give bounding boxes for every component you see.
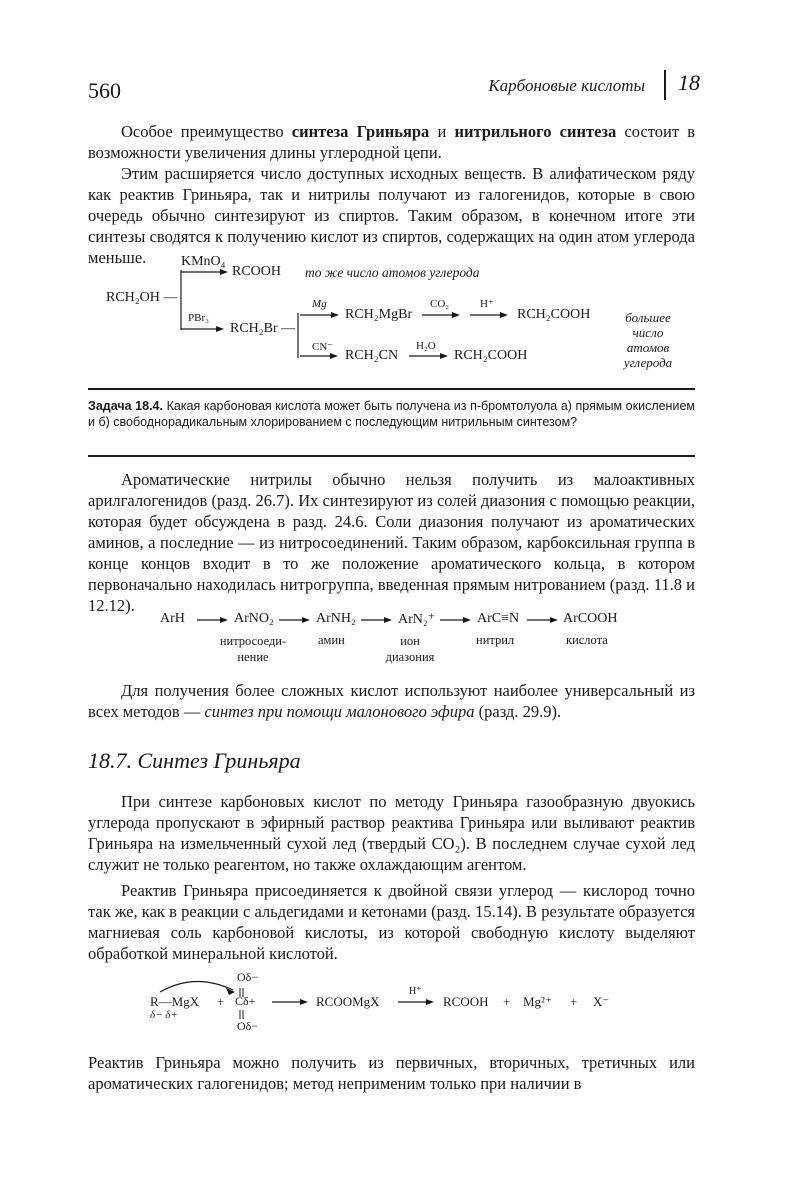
product-acid-1: RCH₂COOH <box>517 307 591 322</box>
species-arno2: ArNO₂ <box>234 611 274 626</box>
para4-italic: синтез при помощи малонового эфира <box>204 702 475 721</box>
plus-3: + <box>570 994 578 1009</box>
task-top-rule <box>88 388 695 390</box>
para1-text: Особое преимущество <box>121 122 292 141</box>
reagent-pbr3: PBr₃ <box>188 312 209 324</box>
reagent-hplus-2: H⁺ <box>409 986 422 997</box>
carbon-center: Cδ+ <box>235 994 256 1008</box>
oxygen-bottom: Oδ− <box>237 1019 259 1033</box>
para4-text-end: (разд. 29.9). <box>474 702 562 721</box>
alkyl-bromide: RCH₂Br — <box>230 321 296 336</box>
reagent-mg: Mg <box>312 298 327 310</box>
para4-text: Для получения более сложных кислот используют наиболее универсальный из всех методов — <box>88 681 695 721</box>
partial-charges: δ− δ+ <box>150 1009 178 1021</box>
paragraph-4 <box>88 680 695 722</box>
oxygen-top: Oδ− <box>237 970 259 984</box>
page-number: 560 <box>88 78 121 103</box>
paragraph-2: Этим расширяется число доступных исходных веществ. В алифатическом ряду как реактив Гриньяра, так и нитрилы получают из галогенидов, которые в свою очередь обычно синтезируют из спиртов. Таким образом, в конечном итоге эти синтезы сводятся к получению кислот из спиртов, содержащих на один атом углерода меньше. <box>88 164 695 267</box>
label-nitro-1: нитросоеди- <box>219 634 287 648</box>
species-acid: ArCOOH <box>563 611 618 626</box>
species-nitrile: ArC≡N <box>477 611 520 626</box>
label-acid: кислота <box>566 633 608 647</box>
more-atoms-line-3: атомов <box>626 340 670 355</box>
magnesium-ion: Mg²⁺ <box>523 994 552 1009</box>
label-diazonium-1: ион <box>400 634 420 648</box>
more-atoms-line-1: большее <box>625 310 671 325</box>
task-text: Какая карбоновая кислота может быть получена из п-бромтолуола а) прямым окислением и б) свободнорадикальным хлорированием с последующим нитрильным синтезом? <box>88 399 695 429</box>
paragraph-7: Реактив Гриньяра можно получить из первичных, вторичных, третичных или ароматических галогенидов; метод неприменим только при наличии в <box>88 1053 695 1093</box>
reagent-kmno4: KMnO₄ <box>181 254 226 269</box>
free-acid: RCOOH <box>443 994 489 1009</box>
para1-bold-nitrile: нитрильного синтеза <box>454 122 617 141</box>
task-label: Задача 18.4. <box>88 399 163 413</box>
running-title: Карбоновые кислоты <box>488 76 645 95</box>
plus-1: + <box>217 994 225 1009</box>
more-atoms-line-2: число <box>632 325 664 340</box>
label-nitro <box>214 633 292 665</box>
species-arh: ArH <box>160 611 185 626</box>
magnesium-salt: RCOOMgX <box>316 994 380 1009</box>
reagent-water: H₂O <box>416 340 436 352</box>
label-diazonium <box>375 633 445 665</box>
more-atoms-label <box>618 310 678 370</box>
paragraph-6: Реактив Гриньяра присоединяется к двойной связи углерод — кислород точно так же, как в реакции с альдегидами и кетонами (разд. 15.14). В результате образуется магниевая соль карбоновой кислоты, из которой свободную кислоту выделяют обработкой минеральной кислотой. <box>88 881 695 963</box>
label-diazonium-2: диазония <box>385 650 435 664</box>
task-bottom-rule <box>88 455 695 457</box>
reagent-cyanide: CN⁻ <box>312 341 334 353</box>
label-amine: амин <box>318 633 345 647</box>
grignard-reagent: RCH₂MgBr <box>345 307 413 322</box>
para1-text-end: состоит в возможности увеличения длины углеродной цепи. <box>88 122 695 162</box>
section-title: 18.7. Синтез Гриньяра <box>88 748 301 773</box>
paragraph-3: Ароматические нитрилы обычно нельзя получить из малоактивных арилгалогенидов (разд. 26.7). Их синтезируют из солей диазония с помощью реакции, которая будет обсуждена в разд. 24.6. Соли диазония получают из ароматических аминов, а последние — из нитросоединений. Таким образом, карбоксильная группа в конце концов входит в то же положение ароматического кольца, в котором первоначально находилась нитрогруппа, введенная прямым нитрованием (разд. 11.8 и 12.12). <box>88 470 695 615</box>
chapter-number: 18 <box>678 70 700 95</box>
grignard-rmgx: R—MgX <box>150 994 200 1009</box>
start-alcohol: RCH₂OH — <box>106 290 178 305</box>
para1-text-mid: и <box>429 122 455 141</box>
product-rcooh: RCOOH <box>232 264 282 279</box>
reagent-co2: CO₂ <box>430 298 450 310</box>
halide-ion: X⁻ <box>593 994 610 1009</box>
para1-bold-grignard: синтеза Гриньяра <box>291 122 430 141</box>
species-diazonium: ArN₂⁺ <box>398 612 436 627</box>
label-nitrile: нитрил <box>476 633 515 647</box>
more-atoms-line-4: углерода <box>623 355 673 370</box>
plus-2: + <box>503 994 511 1009</box>
species-arnh2: ArNH₂ <box>316 611 356 626</box>
paragraph-5: При синтезе карбоновых кислот по методу Гриньяра газообразную двуокись углерода пропускают в эфирный раствор реактива Гриньяра или выливают реактив Гриньяра на измельченный сухой лед (твердый CO₂). В последнем случае сухой лед служит не только реагентом, но также охлаждающим агентом. <box>88 792 695 874</box>
product-acid-2: RCH₂COOH <box>454 348 528 363</box>
reagent-hplus: H⁺ <box>480 298 494 310</box>
task-18-4 <box>88 399 695 430</box>
label-nitro-2: нение <box>237 650 269 664</box>
nitrile: RCH₂CN <box>345 348 399 363</box>
same-atoms-label: то же число атомов углерода <box>305 265 480 280</box>
